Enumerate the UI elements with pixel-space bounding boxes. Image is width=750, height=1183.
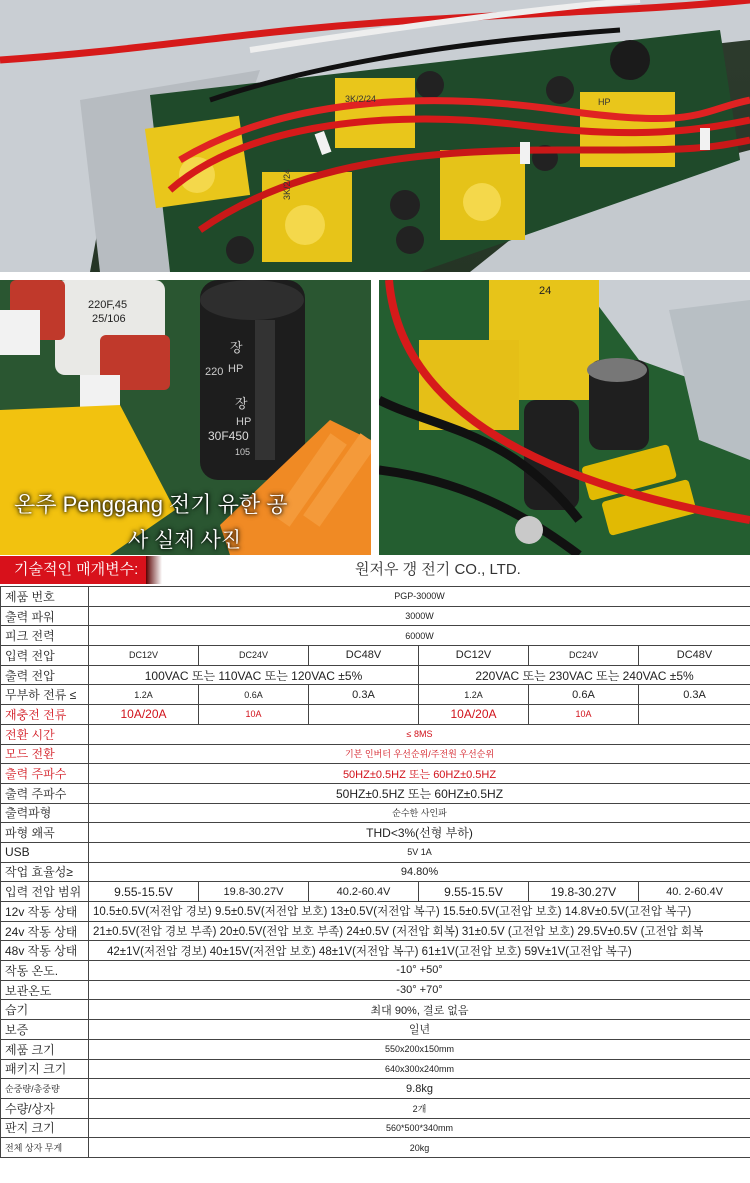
row-value: ≤ 8MS — [89, 724, 750, 744]
cell-value: 10A/20A — [419, 705, 529, 725]
row-value: 3000W — [89, 606, 750, 626]
row-value: 2개 — [89, 1098, 750, 1118]
table-row — [1, 961, 750, 981]
row-label: 순중량/총중량 — [1, 1079, 89, 1099]
table-row — [1, 842, 750, 862]
component-label: 30F450 — [208, 429, 249, 443]
table-row — [1, 980, 750, 1000]
cell-value: 10A — [529, 705, 639, 725]
row-label: 12v 작동 상태 — [1, 902, 89, 922]
photo-caption-line2: 사 실제 사진 — [128, 529, 242, 552]
row-value: 50HZ±0.5HZ 또는 60HZ±0.5HZ — [89, 764, 750, 784]
table-row — [1, 1020, 750, 1040]
row-value: 94.80% — [89, 862, 750, 882]
row-label: 48v 작동 상태 — [1, 941, 89, 961]
table-row — [1, 803, 750, 823]
cell-value: 1.2A — [89, 685, 199, 705]
spec-table — [0, 586, 750, 1158]
table-row — [1, 1118, 750, 1138]
table-row — [1, 902, 750, 922]
component-label: 24 — [539, 285, 552, 297]
row-label: 출력파형 — [1, 803, 89, 823]
row-label: 재충전 전류 — [1, 705, 89, 725]
cell-value: 10A/20A — [89, 705, 199, 725]
cell-value: 10A — [199, 705, 309, 725]
table-row — [1, 1098, 750, 1118]
row-value: 9.8kg — [89, 1079, 750, 1099]
row-value: -10° +50° — [89, 961, 750, 981]
row-value: 640x300x240mm — [89, 1059, 750, 1079]
cell-value: DC48V — [639, 646, 750, 666]
row-label: 수량/상자 — [1, 1098, 89, 1118]
table-row — [1, 941, 750, 961]
row-value: 20kg — [89, 1138, 750, 1158]
component-label: 장 — [230, 340, 243, 355]
table-row — [1, 823, 750, 843]
row-value: 560*500*340mm — [89, 1118, 750, 1138]
row-label: 무부하 전류 ≤ — [1, 685, 89, 705]
row-label: 출력 전압 — [1, 665, 89, 685]
cell-value — [309, 705, 419, 725]
table-row — [1, 606, 750, 626]
cell-value: 0.6A — [529, 685, 639, 705]
table-row — [1, 921, 750, 941]
row-label: USB — [1, 842, 89, 862]
row-label: 출력 주파수 — [1, 764, 89, 784]
row-label: 출력 파워 — [1, 606, 89, 626]
cell-value: 0.3A — [639, 685, 750, 705]
spec-section-tag: 기술적인 매개변수: — [0, 556, 146, 584]
table-row — [1, 764, 750, 784]
cell-value: DC48V — [309, 646, 419, 666]
table-row — [1, 783, 750, 803]
company-title: 원저우 갱 전기 CO., LTD. — [355, 561, 521, 578]
row-value: 10.5±0.5V(저전압 경보) 9.5±0.5V(저전압 보호) 13±0.5V(저전압 복구) 15.5±0.5V(고전압 보호) 14.8V±0.5V(고전압 복구) — [89, 902, 750, 922]
row-label: 작업 효율성≥ — [1, 862, 89, 882]
cell-value: 220VAC 또는 230VAC 또는 240VAC ±5% — [419, 665, 750, 685]
fuse-closeup-illustration — [379, 280, 750, 555]
table-row — [1, 705, 750, 725]
table-row — [1, 626, 750, 646]
row-label: 전환 시간 — [1, 724, 89, 744]
product-photo-right — [379, 280, 750, 555]
table-row — [1, 587, 750, 607]
row-value: -30° +70° — [89, 980, 750, 1000]
cell-value: 9.55-15.5V — [89, 882, 199, 902]
row-value: 50HZ±0.5HZ 또는 60HZ±0.5HZ — [89, 783, 750, 803]
row-value: 5V 1A — [89, 842, 750, 862]
table-row — [1, 744, 750, 764]
table-row — [1, 862, 750, 882]
cell-value — [639, 705, 750, 725]
board-label: HP — [598, 97, 611, 107]
row-label: 보증 — [1, 1020, 89, 1040]
product-photo-top — [0, 0, 750, 272]
row-label: 작동 온도. — [1, 961, 89, 981]
row-label: 입력 전압 범위 — [1, 882, 89, 902]
table-row — [1, 1059, 750, 1079]
row-label: 보관온도 — [1, 980, 89, 1000]
row-label: 판지 크기 — [1, 1118, 89, 1138]
table-row — [1, 646, 750, 666]
photo-caption-line1: 온주 Penggang 전기 유한 공 — [14, 492, 288, 517]
row-label: 출력 주파수 — [1, 783, 89, 803]
board-label: 3K/2/24 — [345, 94, 377, 104]
cell-value: DC12V — [419, 646, 529, 666]
row-value: 기본 인버터 우선순위/주전원 우선순위 — [89, 744, 750, 764]
component-label: 105 — [235, 447, 251, 457]
cell-value: 1.2A — [419, 685, 529, 705]
row-value: 최대 90%, 결로 없음 — [89, 1000, 750, 1020]
table-row — [1, 1039, 750, 1059]
cell-value: 100VAC 또는 110VAC 또는 120VAC ±5% — [89, 665, 419, 685]
row-label: 파형 왜곡 — [1, 823, 89, 843]
row-label: 제품 번호 — [1, 587, 89, 607]
component-label: HP — [228, 363, 244, 375]
row-label: 패키지 크기 — [1, 1059, 89, 1079]
cell-value: DC24V — [529, 646, 639, 666]
row-label: 제품 크기 — [1, 1039, 89, 1059]
row-value: 42±1V(저전압 경보) 40±15V(저전압 보호) 48±1V(저전압 복구) 61±1V(고전압 보호) 59V±1V(고전압 복구) — [89, 941, 750, 961]
table-row — [1, 1000, 750, 1020]
component-label: 220F,45 — [88, 299, 128, 311]
cell-value: 19.8-30.27V — [529, 882, 639, 902]
cell-value: 19.8-30.27V — [199, 882, 309, 902]
row-value: 550x200x150mm — [89, 1039, 750, 1059]
component-label: HP — [236, 416, 252, 428]
cell-value: 0.3A — [309, 685, 419, 705]
row-value: PGP-3000W — [89, 587, 750, 607]
row-value: 순수한 사인파 — [89, 803, 750, 823]
board-label: 3K/2/24 — [282, 168, 292, 200]
component-label: 25/106 — [92, 313, 126, 325]
table-row — [1, 685, 750, 705]
spec-tag-shadow — [146, 556, 162, 584]
component-label: 220 — [205, 366, 224, 378]
table-row — [1, 724, 750, 744]
cell-value: 9.55-15.5V — [419, 882, 529, 902]
cell-value: DC12V — [89, 646, 199, 666]
component-label: 장 — [235, 396, 248, 411]
row-value: 21±0.5V(전압 경보 부족) 20±0.5V(전압 보호 부족) 24±0.5V (저전압 회복) 31±0.5V (고전압 보호) 29.5V±0.5V (고전압 회복 — [89, 921, 750, 941]
table-row — [1, 882, 750, 902]
table-row — [1, 1079, 750, 1099]
circuit-board-illustration — [0, 0, 750, 272]
row-label: 24v 작동 상태 — [1, 921, 89, 941]
row-value: 6000W — [89, 626, 750, 646]
row-label: 피크 전력 — [1, 626, 89, 646]
table-row — [1, 1138, 750, 1158]
cell-value: 40. 2-60.4V — [639, 882, 750, 902]
table-row — [1, 665, 750, 685]
row-value: 일년 — [89, 1020, 750, 1040]
row-label: 전체 상자 무게 — [1, 1138, 89, 1158]
row-label: 습기 — [1, 1000, 89, 1020]
cell-value: 40.2-60.4V — [309, 882, 419, 902]
cell-value: DC24V — [199, 646, 309, 666]
row-label: 입력 전압 — [1, 646, 89, 666]
cell-value: 0.6A — [199, 685, 309, 705]
row-value: THD<3%(선형 부하) — [89, 823, 750, 843]
row-label: 모드 전환 — [1, 744, 89, 764]
